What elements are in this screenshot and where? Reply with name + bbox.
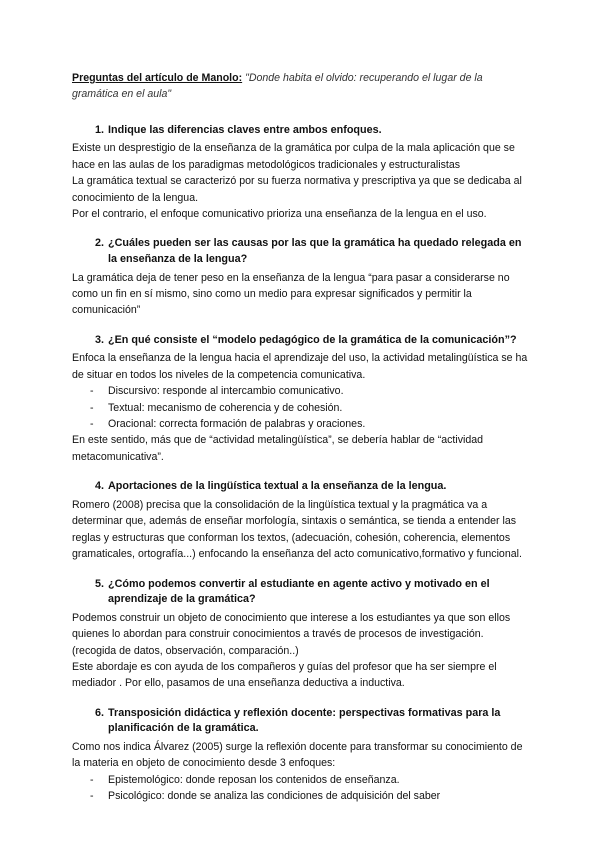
list-item-text: Psicológico: donde se analiza las condiciones de adquisición del saber: [108, 790, 441, 803]
question-number: 4.: [94, 480, 104, 493]
list-item-text: Discursivo: responde al intercambio comunicativo.: [108, 385, 344, 398]
answer-paragraph: Enfoca la enseñanza de la lengua hacia el aprendizaje del uso, la actividad metalingüística se ha de situar en todos los niveles de la competencia comunicativa.: [72, 352, 528, 381]
answer-paragraph: Existe un desprestigio de la enseñanza de la gramática por culpa de la mala aplicación que se hace en las aulas de los paradigmas metodológicos tradicionales y estructuralistas: [72, 142, 515, 171]
list-item-text: Oracional: correcta formación de palabras y oraciones.: [108, 418, 366, 431]
question-heading-6: [72, 706, 528, 737]
answer-paragraph: La gramática textual se caracterizó por su fuerza normativa y prescriptiva ya que se dedicaba al conocimiento de la lengua.: [72, 175, 522, 204]
dash-bullet: -: [90, 385, 94, 398]
question-heading-5: [72, 577, 528, 608]
document-body: [72, 70, 528, 819]
question-number: 3.: [94, 333, 104, 346]
answer-paragraph: En este sentido, más que de “actividad metalingüística”, se debería hablar de “actividad metacomunicativa”.: [72, 434, 484, 463]
question-heading-3: [72, 333, 528, 349]
answer-paragraph: Romero (2008) precisa que la consolidación de la lingüística textual y la pragmática va a determinar que, además de enseñar morfología, sintaxis o semántica, se tienda a entender las reglas y estructuras que conforman los textos, (adecuación, cohesión, coherencia, elementos gramaticales, ortografía...) enfocando la enseñanza del acto comunicativo,formativo y funcional.: [72, 498, 522, 561]
list-item: [72, 400, 528, 416]
title-article-name: "Donde habita el olvido: recuperando el lugar de la gramática en el aula": [72, 72, 483, 101]
list-item: [72, 416, 528, 432]
answer-paragraph: Como nos indica Álvarez (2005) surge la reflexión docente para transformar su conocimiento de la materia en objeto de conocimiento desde 3 enfoques:: [72, 740, 523, 770]
bullet-list: [72, 383, 528, 432]
question-section-4: [72, 479, 528, 562]
answer-paragraph: Este abordaje es con ayuda de los compañeros y guías del profesor que ha ser siempre el mediador . Por ello, pasamos de una enseñanza deductiva a inductiva.: [72, 660, 497, 690]
question-heading-2: [72, 236, 528, 267]
list-item: [72, 383, 528, 399]
question-section-3: [72, 333, 528, 465]
question-text: Aportaciones de la lingüística textual a la enseñanza de la lengua.: [108, 480, 447, 493]
question-number: 5.: [94, 577, 104, 590]
question-heading-4: [72, 479, 528, 495]
dash-bullet: -: [90, 773, 94, 786]
question-text: ¿En qué consiste el “modelo pedagógico de la gramática de la comunicación”?: [108, 333, 517, 346]
question-text: Transposición didáctica y reflexión docente: perspectivas formativas para la planificación de la gramática.: [108, 706, 501, 735]
answer-paragraph: La gramática deja de tener peso en la enseñanza de la lengua “para pasar a considerarse no como un fin en sí mismo, sino como un medio para expresar significados y permitir la comunicación”: [72, 271, 510, 317]
dash-bullet: -: [90, 418, 94, 431]
question-number: 2.: [94, 237, 104, 250]
question-heading-1: [72, 123, 528, 139]
question-text: Indique las diferencias claves entre ambos enfoques.: [108, 123, 382, 136]
question-number: 6.: [94, 706, 104, 719]
list-item: [72, 788, 528, 804]
dash-bullet: -: [90, 401, 94, 414]
list-item-text: Epistemológico: donde reposan los contenidos de enseñanza.: [108, 773, 400, 786]
answer-paragraph: Podemos construir un objeto de conocimiento que interese a los estudiantes ya que son ellos quienes lo abordan para construir conocimientos a través de procesos de investigación. (recogida de datos, observación, comparación..): [72, 611, 511, 657]
question-section-5: [72, 577, 528, 692]
document-title: [72, 70, 528, 103]
question-section-6: [72, 706, 528, 805]
answer-paragraph: Por el contrario, el enfoque comunicativo prioriza una enseñanza de la lengua en el uso.: [72, 208, 487, 221]
dash-bullet: -: [90, 790, 94, 803]
question-section-2: [72, 236, 528, 318]
question-number: 1.: [94, 123, 104, 136]
question-text: ¿Cómo podemos convertir al estudiante en agente activo y motivado en el aprendizaje de la gramática?: [108, 577, 490, 606]
question-section-1: [72, 123, 528, 223]
title-label: Preguntas del artículo de Manolo:: [72, 72, 243, 84]
list-item: [72, 772, 528, 788]
list-item-text: Textual: mecanismo de coherencia y de cohesión.: [108, 401, 343, 414]
bullet-list: [72, 772, 528, 805]
question-text: ¿Cuáles pueden ser las causas por las que la gramática ha quedado relegada en la enseñanza de la lengua?: [108, 237, 522, 266]
